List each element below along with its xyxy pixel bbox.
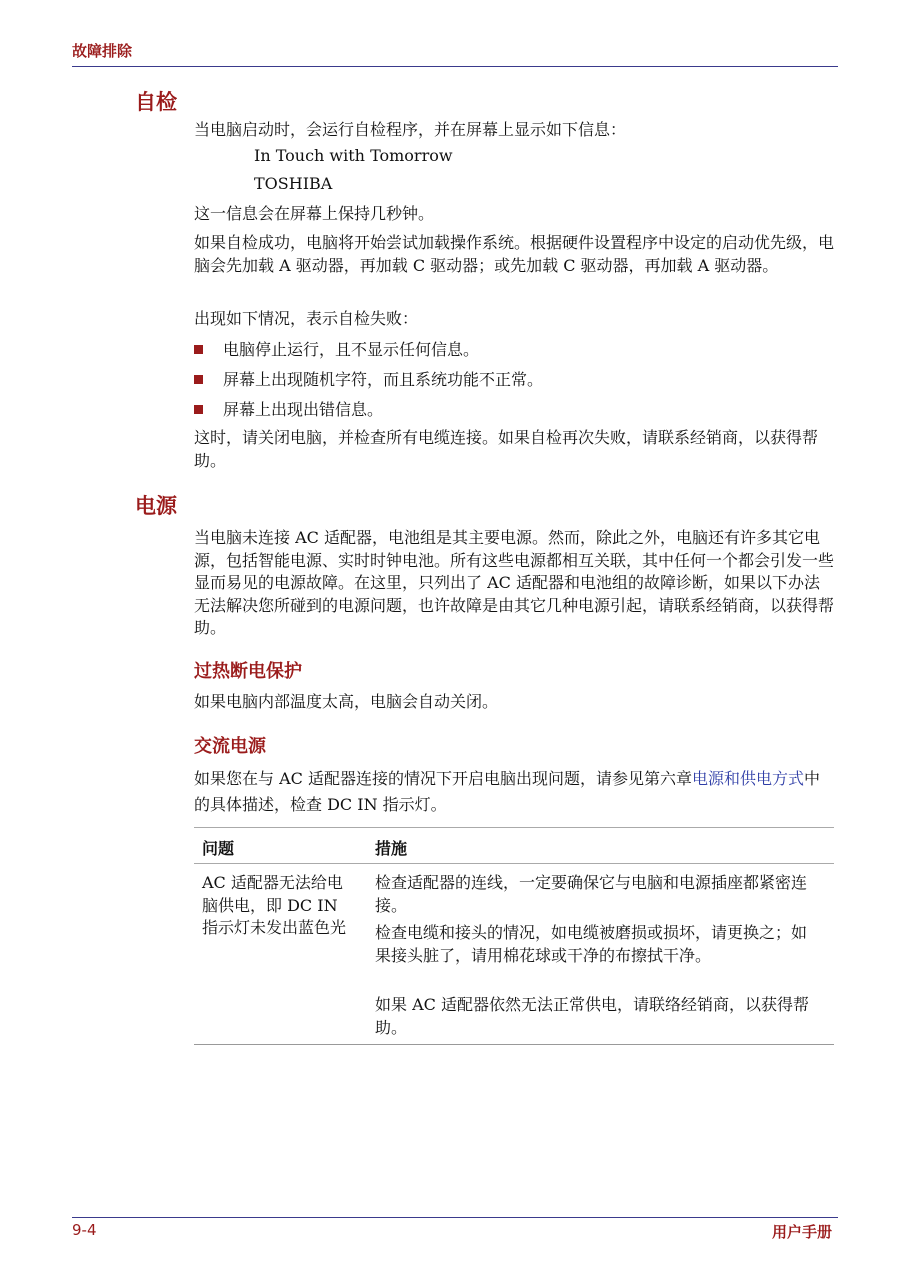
bullet-square-icon bbox=[194, 405, 203, 414]
table-cell-action: 如果 AC 适配器依然无法正常供电，请联络经销商，以获得帮助。 bbox=[375, 995, 809, 1037]
boot-message-2: TOSHIBA bbox=[254, 174, 333, 193]
heading-overheat: 过热断电保护 bbox=[194, 661, 302, 682]
self-test-fail-action: 这时，请关闭电脑，并检查所有电缆连接。如果自检再次失败，请联系经销商，以获得帮助。 bbox=[194, 428, 819, 470]
table-rule-header bbox=[194, 863, 834, 864]
table-cell-action: 检查电缆和接头的情况，如电缆被磨损或损坏，请更换之；如果接头脏了，请用棉花球或干净的布擦拭干净。 bbox=[375, 923, 808, 965]
chapter-link[interactable]: 电源和供电方式 bbox=[691, 769, 804, 788]
page-number: 9-4 bbox=[72, 1221, 97, 1239]
heading-self-test: 自检 bbox=[135, 90, 177, 114]
footer-rule bbox=[72, 1217, 838, 1218]
self-test-fail-intro: 出现如下情况，表示自检失败： bbox=[194, 309, 419, 328]
bullet-item: 电脑停止运行，且不显示任何信息。 bbox=[194, 337, 479, 360]
table-rule-bottom bbox=[194, 1044, 834, 1045]
manual-title: 用户手册 bbox=[771, 1223, 832, 1241]
heading-ac-power: 交流电源 bbox=[194, 736, 266, 757]
bullet-square-icon bbox=[194, 345, 203, 354]
self-test-success: 如果自检成功，电脑将开始尝试加载操作系统。根据硬件设置程序中设定的启动优先级，电脑会先加载 A 驱动器，再加载 C 驱动器；或先加载 C 驱动器，再加载 A 驱动器。 bbox=[194, 233, 835, 275]
col-header-action: 措施 bbox=[375, 839, 408, 858]
table-rule-top bbox=[194, 827, 834, 828]
self-test-intro: 当电脑启动时，会运行自检程序，并在屏幕上显示如下信息： bbox=[194, 120, 627, 139]
running-header: 故障排除 bbox=[72, 42, 133, 60]
ac-power-text: 如果您在与 AC 适配器连接的情况下开启电脑出现问题，请参见第六章电源和供电方式中的具体描述，检查 DC IN 指示灯。 bbox=[194, 769, 821, 814]
bullet-square-icon bbox=[194, 375, 203, 384]
bullet-item: 屏幕上出现随机字符，而且系统功能不正常。 bbox=[194, 367, 543, 390]
table-cell-problem: AC 适配器无法给电脑供电，即 DC IN 指示灯未发出蓝色光 bbox=[202, 873, 347, 937]
heading-power: 电源 bbox=[135, 494, 177, 518]
col-header-problem: 问题 bbox=[202, 839, 235, 858]
header-rule bbox=[72, 66, 838, 67]
bullet-item: 屏幕上出现出错信息。 bbox=[194, 397, 383, 420]
self-test-duration: 这一信息会在屏幕上保持几秒钟。 bbox=[194, 204, 435, 223]
table-cell-action: 检查适配器的连线，一定要确保它与电脑和电源插座都紧密连接。 bbox=[375, 873, 808, 915]
boot-message-1: In Touch with Tomorrow bbox=[254, 146, 453, 165]
power-intro: 当电脑未连接 AC 适配器，电池组是其主要电源。然而，除此之外，电脑还有许多其它电源，包括智能电源、实时时钟电池。所有这些电源都相互关联，其中任何一个都会引发一些显而易见的电源故障。在这里，只列出了 AC 适配器和电池组的故障诊断，如果以下办法无法解决您所碰到的电源问题，也许故障是由其它几种电源引起，请联系经销商，以获得帮助。 bbox=[194, 528, 835, 637]
overheat-text: 如果电脑内部温度太高，电脑会自动关闭。 bbox=[194, 692, 499, 711]
